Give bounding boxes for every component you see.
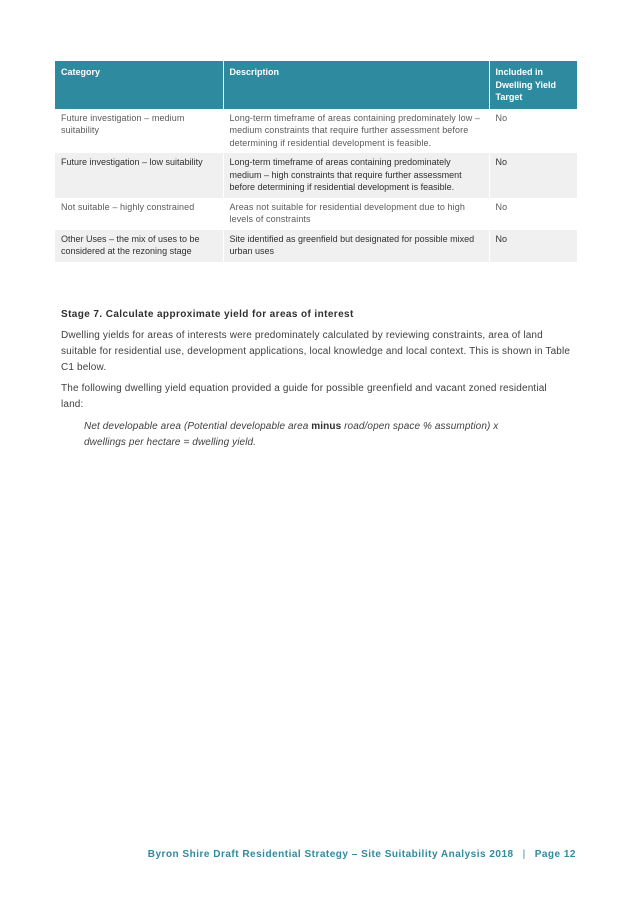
row-description: Long-term timeframe of areas containing predominately low – medium constraints that require further assessment before determining if residential development is feasible.	[223, 109, 489, 154]
row-description: Long-term timeframe of areas containing predominately medium – high constraints that require further assessment before determining if residential development is feasible.	[223, 153, 489, 198]
equation-minus: minus	[311, 421, 342, 432]
row-included: No	[489, 109, 577, 154]
body-paragraph-2: The following dwelling yield equation provided a guide for possible greenfield and vacant zoned residential land:	[61, 383, 547, 410]
footer-separator: |	[522, 849, 526, 860]
table-row	[55, 198, 577, 230]
equation-part-2: road/open space % assumption) x dwellings per hectare = dwelling yield.	[84, 421, 499, 448]
row-included: No	[489, 153, 577, 198]
header-description: Description	[223, 61, 489, 109]
row-included: No	[489, 230, 577, 262]
equation-part-1: Net developable area (Potential developable area	[84, 421, 312, 432]
row-description: Areas not suitable for residential development due to high levels of constraints	[223, 198, 489, 230]
table-header-row	[55, 61, 577, 109]
footer-title: Byron Shire Draft Residential Strategy – Site Suitability Analysis 2018	[147, 849, 514, 860]
page-footer	[148, 849, 576, 860]
stage-heading: Stage 7. Calculate approximate yield for areas of interest	[61, 309, 354, 320]
row-description: Site identified as greenfield but designated for possible mixed urban uses	[223, 230, 489, 262]
criteria-table	[55, 61, 577, 262]
table-row	[55, 153, 577, 198]
yield-equation	[84, 419, 534, 451]
header-included: Included in Dwelling Yield Target	[489, 61, 577, 109]
table-row	[55, 230, 577, 262]
row-category: Not suitable – highly constrained	[55, 198, 223, 230]
row-category: Future investigation – low suitability	[55, 153, 223, 198]
row-included: No	[489, 198, 577, 230]
row-category: Other Uses – the mix of uses to be considered at the rezoning stage	[55, 230, 223, 262]
table-row	[55, 109, 577, 154]
header-category: Category	[55, 61, 223, 109]
row-category: Future investigation – medium suitability	[55, 109, 223, 154]
body-paragraph-1: Dwelling yields for areas of interests were predominately calculated by reviewing constraints, area of land suitable for residential use, development applications, local knowledge and local context. This is shown in Table C1 below.	[61, 330, 571, 373]
page-number: Page 12	[534, 849, 576, 860]
